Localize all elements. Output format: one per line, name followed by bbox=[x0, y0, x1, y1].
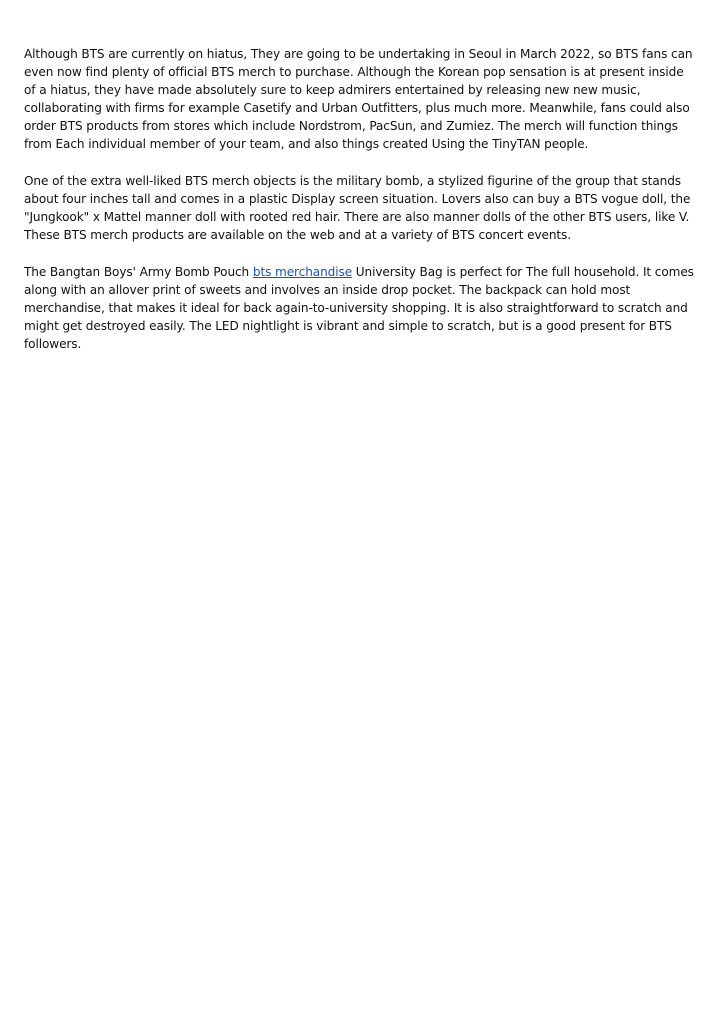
paragraph-pouch-after: University Bag is perfect for The full household. It comes along with an allover print of sweets and involves an inside drop pocket. The backpack can hold most merchandise, that makes it ideal for back again-to-university shopping. It is also straightforward to scratch and might get destroyed easily. The LED nightlight is vibrant and simple to scratch, but is a good present for BTS followers. bbox=[24, 265, 694, 351]
paragraph-army-bomb: One of the extra well-liked BTS merch objects is the military bomb, a stylized figurine of the group that stands about four inches tall and comes in a plastic Display screen situation. Lovers also can buy a BTS vogue doll, the "Jungkook" x Mattel manner doll with rooted red hair. There are also manner dolls of the other BTS users, like V. These BTS merch products are available on the web and at a variety of BTS concert events. bbox=[24, 174, 691, 242]
paragraph-pouch bbox=[24, 263, 696, 353]
document-body bbox=[24, 45, 696, 372]
bts-merchandise-link[interactable]: bts merchandise bbox=[252, 265, 353, 279]
paragraph-pouch-before: The Bangtan Boys' Army Bomb Pouch bbox=[24, 265, 253, 279]
paragraph-hiatus: Although BTS are currently on hiatus, They are going to be undertaking in Seoul in March 2022, so BTS fans can even now find plenty of official BTS merch to purchase. Although the Korean pop sensation is at present inside of a hiatus, they have made absolutely sure to keep admirers entertained by releasing new new music, collaborating with firms for example Casetify and Urban Outfitters, plus much more. Meanwhile, fans could also order BTS products from stores which include Nordstrom, PacSun, and Zumiez. The merch will function things from Each individual member of your team, and also things created Using the TinyTAN people. bbox=[24, 47, 693, 151]
